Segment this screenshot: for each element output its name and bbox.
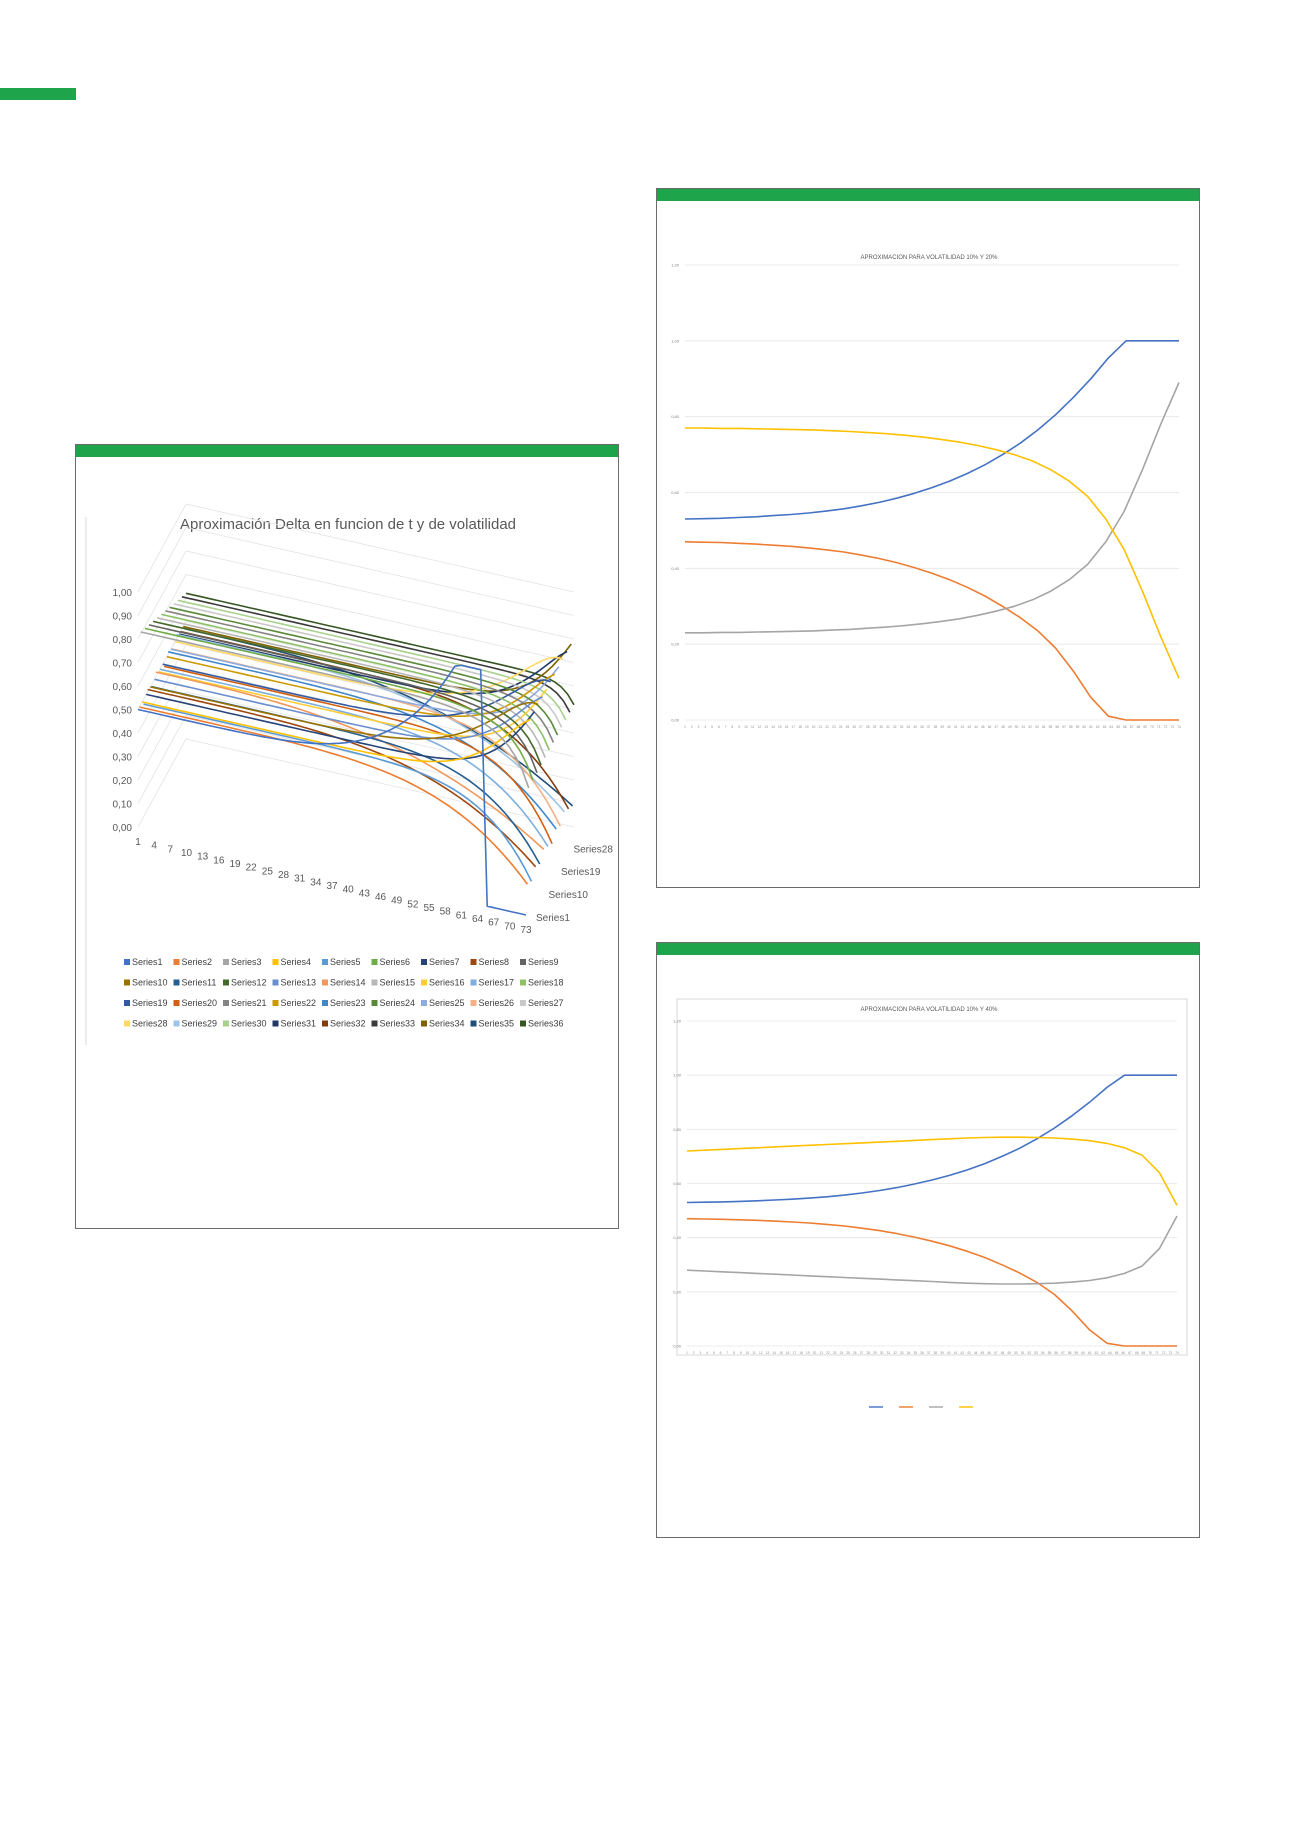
- x-tick-label: 65: [1114, 1351, 1119, 1355]
- legend-label: Series8: [478, 957, 510, 967]
- legend-label: Series33: [379, 1018, 416, 1029]
- y-tick-label: 0,80: [112, 635, 132, 646]
- y-tick-label: 0,70: [112, 658, 132, 670]
- x-tick-label: 9: [738, 725, 741, 729]
- legend-swatch: [421, 980, 427, 986]
- x-tick-label: 4: [706, 1351, 709, 1355]
- legend-label: Series3: [231, 957, 262, 967]
- legend-label: Series11: [181, 977, 217, 988]
- chart-panel-vol-10-20: [656, 188, 1200, 888]
- legend-label: Series17: [478, 977, 515, 988]
- legend-swatch: [273, 980, 279, 986]
- legend-swatch: [520, 1000, 526, 1006]
- x-tick-label: 53: [1035, 725, 1039, 729]
- legend-label: Series16: [429, 977, 465, 988]
- x-tick-label: 6: [717, 725, 720, 729]
- y-tick-label: 0,40: [673, 1235, 681, 1241]
- x-tick-label: 67: [488, 917, 500, 929]
- x-tick-label: 29: [873, 1351, 877, 1355]
- x-tick-label: 5: [711, 725, 713, 729]
- x-tick-label: 68: [1136, 725, 1141, 729]
- x-tick-label: 30: [879, 725, 884, 729]
- x-tick-label: 9: [739, 1351, 742, 1355]
- series-line-4: [687, 1137, 1177, 1205]
- y-tick-label: 0,00: [673, 1343, 681, 1349]
- y-tick-label: 0,80: [673, 1126, 681, 1132]
- x-tick-label: 10: [745, 1351, 750, 1355]
- y-tick-label: 0,60: [671, 490, 679, 495]
- x-tick-label: 46: [374, 892, 387, 903]
- x-tick-label: 57: [1062, 725, 1066, 729]
- x-tick-label: 38: [933, 1351, 938, 1355]
- x-tick-label: 26: [852, 725, 856, 729]
- legend-label: Series24: [379, 998, 416, 1008]
- x-tick-label: 17: [791, 725, 796, 729]
- x-tick-label: 73: [1170, 725, 1175, 729]
- gridline: [138, 739, 574, 827]
- legend-label: Series14: [330, 977, 366, 988]
- x-tick-label: 69: [1143, 725, 1147, 729]
- legend-swatch: [223, 1021, 229, 1027]
- x-tick-label: 48: [1001, 725, 1005, 729]
- x-tick-label: 68: [1134, 1351, 1139, 1355]
- x-tick-label: 60: [1082, 725, 1087, 729]
- legend-swatch: [421, 1021, 427, 1027]
- chart-vol-10-40-svg: [657, 943, 1201, 1539]
- x-tick-label: 25: [846, 1351, 850, 1355]
- x-tick-label: 46: [987, 1351, 991, 1355]
- x-tick-label: 22: [245, 862, 257, 874]
- x-tick-label: 13: [764, 725, 768, 729]
- x-tick-label: 12: [759, 1351, 763, 1355]
- x-tick-label: 55: [1048, 725, 1053, 729]
- x-tick-label: 22: [826, 1351, 830, 1355]
- x-tick-label: 3: [699, 1351, 702, 1355]
- x-tick-label: 63: [1101, 1351, 1105, 1355]
- x-tick-label: 56: [1054, 1351, 1058, 1355]
- y-tick-label: 0,20: [673, 1289, 681, 1295]
- y-tick-label: 0,80: [671, 414, 679, 420]
- legend-swatch: [322, 959, 328, 965]
- y-tick-label: 1,20: [673, 1018, 681, 1024]
- x-tick-label: 16: [784, 725, 789, 729]
- y-tick-label: 1,20: [671, 262, 679, 268]
- x-tick-label: 31: [886, 1351, 891, 1355]
- legend-swatch: [372, 1021, 378, 1027]
- x-tick-label: 52: [1028, 725, 1032, 729]
- depth-tick-label: Series28: [573, 844, 613, 856]
- gridline: [138, 716, 574, 804]
- x-tick-label: 42: [960, 725, 965, 729]
- x-tick-label: 59: [1074, 1351, 1079, 1355]
- chart-title: APROXIMACION PARA VOLATILIDAD 10% Y 20%: [860, 255, 998, 261]
- x-tick-label: 70: [1148, 1351, 1152, 1355]
- x-tick-label: 1: [684, 725, 686, 729]
- y-tick-label: 0,40: [112, 729, 132, 740]
- x-tick-label: 74: [1175, 1351, 1179, 1355]
- legend-swatch: [471, 980, 477, 986]
- x-tick-label: 70: [504, 921, 516, 933]
- x-tick-label: 32: [893, 1351, 897, 1355]
- x-tick-label: 10: [180, 848, 193, 859]
- x-tick-label: 58: [439, 906, 451, 918]
- x-tick-label: 5: [712, 1351, 715, 1355]
- legend-swatch: [372, 959, 378, 965]
- x-tick-label: 29: [872, 725, 877, 729]
- series-line-20: [164, 666, 552, 843]
- x-tick-label: 43: [967, 1351, 971, 1355]
- x-tick-label: 24: [838, 725, 843, 729]
- legend-label: Series15: [379, 977, 416, 988]
- chart-3d-svg: [76, 445, 620, 1230]
- x-tick-label: 51: [1021, 725, 1026, 729]
- x-tick-label: 21: [818, 725, 823, 729]
- x-tick-label: 44: [974, 725, 978, 729]
- x-tick-label: 34: [310, 877, 322, 889]
- legend-swatch: [273, 1000, 279, 1006]
- x-tick-label: 23: [832, 1351, 837, 1355]
- x-tick-label: 2: [692, 1351, 695, 1355]
- accent-bar: [0, 88, 76, 100]
- x-tick-label: 54: [1041, 725, 1046, 729]
- x-tick-label: 19: [805, 725, 809, 729]
- legend-label: Series36: [528, 1018, 564, 1029]
- x-tick-label: 27: [859, 725, 863, 729]
- y-tick-label: 0,00: [112, 823, 132, 834]
- legend-swatch: [124, 1021, 130, 1027]
- legend-swatch: [124, 959, 130, 965]
- series-line-3: [685, 383, 1179, 633]
- x-tick-label: 31: [886, 725, 890, 729]
- x-tick-label: 41: [953, 725, 958, 729]
- x-tick-label: 32: [893, 725, 897, 729]
- legend-label: Series6: [379, 957, 411, 967]
- x-tick-label: 15: [779, 1351, 783, 1355]
- x-tick-label: 50: [1014, 725, 1019, 729]
- legend-swatch: [520, 980, 526, 986]
- x-tick-label: 58: [1067, 1351, 1072, 1355]
- y-tick-label: 1,00: [671, 338, 679, 344]
- legend-swatch: [124, 1000, 130, 1006]
- x-tick-label: 4: [151, 840, 157, 852]
- x-tick-label: 36: [920, 725, 924, 729]
- x-tick-label: 16: [213, 855, 225, 867]
- x-tick-label: 10: [744, 725, 748, 729]
- y-tick-label: 1,00: [673, 1072, 681, 1078]
- legend-label: Series2: [181, 957, 213, 967]
- legend-swatch: [174, 959, 180, 965]
- x-tick-label: 20: [812, 1351, 817, 1355]
- x-tick-label: 20: [811, 725, 816, 729]
- legend-label: Series4: [280, 957, 312, 967]
- x-tick-label: 51: [1020, 1351, 1025, 1355]
- x-tick-label: 33: [899, 725, 904, 729]
- depth-tick-label: Series19: [560, 867, 601, 879]
- x-tick-label: 28: [277, 870, 290, 881]
- x-tick-label: 14: [772, 1351, 777, 1355]
- x-tick-label: 66: [1121, 1351, 1126, 1355]
- legend-label: Series29: [181, 1018, 218, 1029]
- legend-label: Series21: [231, 998, 267, 1008]
- chart-title: APROXIMACION PARA VOLATILIDAD 10% Y 40%: [860, 1007, 998, 1013]
- x-tick-label: 25: [261, 866, 273, 878]
- x-tick-label: 62: [1096, 725, 1100, 729]
- x-tick-label: 61: [1087, 1351, 1092, 1355]
- legend-label: Series13: [280, 977, 317, 988]
- legend-label: Series25: [429, 998, 465, 1008]
- x-tick-label: 45: [980, 1351, 985, 1355]
- chart-panel-3d: [75, 444, 619, 1229]
- legend-swatch: [520, 959, 526, 965]
- x-tick-label: 19: [229, 859, 241, 870]
- legend-swatch: [322, 1000, 328, 1006]
- legend-label: Series28: [132, 1018, 168, 1029]
- legend-label: Series10: [132, 977, 168, 988]
- x-tick-label: 25: [845, 725, 850, 729]
- x-tick-label: 53: [1034, 1351, 1038, 1355]
- x-tick-label: 6: [719, 1351, 722, 1355]
- x-tick-label: 34: [906, 1351, 911, 1355]
- legend-label: Series35: [478, 1018, 515, 1029]
- y-tick-label: 0,20: [671, 641, 679, 647]
- x-tick-label: 16: [785, 1351, 790, 1355]
- depth-tick-label: Series1: [536, 913, 570, 924]
- x-tick-label: 34: [906, 725, 911, 729]
- x-tick-label: 1: [686, 1351, 688, 1355]
- x-tick-label: 60: [1081, 1351, 1085, 1355]
- x-tick-label: 15: [777, 725, 782, 729]
- legend-label: Series26: [478, 998, 515, 1008]
- x-tick-label: 40: [947, 725, 951, 729]
- x-tick-label: 56: [1055, 725, 1059, 729]
- x-tick-label: 19: [806, 1351, 810, 1355]
- legend-swatch: [471, 959, 477, 965]
- legend-label: Series1: [132, 957, 163, 967]
- x-tick-label: 43: [967, 725, 971, 729]
- y-tick-label: 0,30: [112, 752, 132, 764]
- x-tick-label: 45: [980, 725, 985, 729]
- x-tick-label: 35: [913, 725, 917, 729]
- x-tick-label: 35: [913, 1351, 917, 1355]
- x-tick-label: 24: [839, 1351, 844, 1355]
- x-tick-label: 3: [697, 725, 700, 729]
- x-tick-label: 54: [1040, 1351, 1045, 1355]
- x-tick-label: 47: [993, 1351, 998, 1355]
- x-tick-label: 61: [1089, 725, 1093, 729]
- x-tick-label: 47: [994, 725, 999, 729]
- x-tick-label: 28: [865, 725, 870, 729]
- series-line-4: [685, 428, 1179, 678]
- x-tick-label: 28: [866, 1351, 871, 1355]
- x-tick-label: 40: [947, 1351, 951, 1355]
- x-tick-label: 62: [1094, 1351, 1099, 1355]
- x-tick-label: 13: [765, 1351, 770, 1355]
- x-tick-label: 7: [167, 844, 174, 856]
- legend-swatch: [174, 1000, 180, 1006]
- legend-swatch: [124, 980, 130, 986]
- legend-label: Series27: [528, 998, 564, 1008]
- legend-swatch: [471, 1021, 477, 1027]
- x-tick-label: 73: [520, 925, 532, 936]
- x-tick-label: 14: [771, 725, 775, 729]
- x-tick-label: 27: [859, 1351, 864, 1355]
- x-tick-label: 42: [960, 1351, 964, 1355]
- legend-swatch: [223, 980, 229, 986]
- x-tick-label: 72: [1163, 725, 1168, 729]
- chart-panel-vol-10-40: [656, 942, 1200, 1538]
- legend-swatch: [372, 1000, 378, 1006]
- x-tick-label: 7: [726, 1351, 729, 1355]
- y-tick-label: 1,00: [112, 588, 132, 599]
- y-tick-label: 0,00: [671, 717, 679, 723]
- x-tick-label: 44: [973, 1351, 978, 1355]
- x-tick-label: 40: [342, 884, 354, 896]
- series-line-3: [687, 1216, 1177, 1284]
- x-tick-label: 71: [1156, 725, 1161, 729]
- x-tick-label: 71: [1155, 1351, 1159, 1355]
- chart-area-border: [677, 999, 1187, 1355]
- x-tick-label: 37: [926, 1351, 931, 1355]
- chart-title: Aproximación Delta en funcion de t y de volatilidad: [179, 516, 517, 533]
- y-tick-label: 0,20: [112, 776, 132, 787]
- x-tick-label: 70: [1150, 725, 1154, 729]
- x-tick-label: 8: [731, 725, 734, 729]
- legend-label: Series5: [330, 957, 361, 967]
- x-tick-label: 18: [798, 725, 802, 729]
- x-tick-label: 30: [879, 1351, 884, 1355]
- x-tick-label: 22: [825, 725, 829, 729]
- legend-label: Series23: [330, 998, 366, 1008]
- x-tick-label: 39: [940, 1351, 944, 1355]
- legend-swatch: [273, 1021, 279, 1027]
- x-tick-label: 73: [1168, 1351, 1173, 1355]
- x-tick-label: 55: [1047, 1351, 1052, 1355]
- x-tick-label: 61: [455, 910, 467, 922]
- x-tick-label: 43: [358, 888, 370, 900]
- x-tick-label: 74: [1177, 725, 1181, 729]
- legend-swatch: [174, 1021, 180, 1027]
- legend-swatch: [421, 959, 427, 965]
- legend-label: Series32: [330, 1018, 366, 1029]
- legend-label: Series31: [280, 1018, 317, 1029]
- x-tick-label: 69: [1141, 1351, 1146, 1355]
- x-tick-label: 49: [1007, 1351, 1011, 1355]
- x-tick-label: 67: [1129, 725, 1134, 729]
- x-tick-label: 67: [1128, 1351, 1132, 1355]
- y-tick-label: 0,60: [673, 1181, 681, 1186]
- x-tick-label: 8: [733, 1351, 735, 1355]
- x-tick-label: 37: [926, 725, 931, 729]
- depth-tick-label: Series10: [548, 890, 588, 902]
- y-tick-label: 0,40: [671, 565, 679, 571]
- legend-label: Series12: [231, 977, 267, 988]
- x-tick-label: 64: [471, 914, 484, 925]
- y-tick-label: 0,90: [112, 611, 132, 623]
- legend-label: Series30: [231, 1018, 267, 1029]
- legend-swatch: [520, 1021, 526, 1027]
- legend-label: Series20: [181, 998, 218, 1008]
- chart-vol-10-20-svg: [657, 189, 1201, 889]
- x-tick-label: 55: [423, 903, 435, 914]
- legend-label: Series18: [528, 977, 564, 988]
- legend-label: Series9: [528, 957, 559, 967]
- y-tick-label: 0,10: [112, 799, 132, 811]
- x-tick-label: 50: [1014, 1351, 1018, 1355]
- legend-swatch: [223, 1000, 229, 1006]
- x-tick-label: 52: [407, 899, 419, 911]
- legend-swatch: [322, 980, 328, 986]
- x-tick-label: 49: [1008, 725, 1012, 729]
- x-tick-label: 17: [792, 1351, 797, 1355]
- x-tick-label: 21: [819, 1351, 824, 1355]
- x-tick-label: 13: [197, 851, 209, 863]
- legend-label: Series34: [429, 1018, 465, 1029]
- x-tick-label: 65: [1116, 725, 1120, 729]
- x-tick-label: 39: [940, 725, 944, 729]
- x-tick-label: 2: [690, 725, 693, 729]
- x-tick-label: 38: [933, 725, 938, 729]
- x-tick-label: 23: [832, 725, 836, 729]
- x-tick-label: 49: [391, 895, 403, 907]
- legend-swatch: [322, 1021, 328, 1027]
- y-tick-label: 0,60: [112, 682, 132, 693]
- legend-label: Series19: [132, 998, 168, 1008]
- x-tick-label: 63: [1102, 725, 1107, 729]
- x-tick-label: 11: [752, 1351, 756, 1355]
- x-tick-label: 57: [1061, 1351, 1065, 1355]
- x-tick-label: 37: [326, 881, 338, 892]
- x-tick-label: 66: [1123, 725, 1127, 729]
- x-tick-label: 7: [724, 725, 727, 729]
- legend-swatch: [421, 1000, 427, 1006]
- x-tick-label: 64: [1108, 1351, 1112, 1355]
- x-tick-label: 18: [799, 1351, 803, 1355]
- x-tick-label: 58: [1068, 725, 1073, 729]
- x-tick-label: 46: [987, 725, 992, 729]
- x-tick-label: 4: [704, 725, 707, 729]
- legend-label: Series7: [429, 957, 460, 967]
- x-tick-label: 59: [1075, 725, 1080, 729]
- x-tick-label: 26: [853, 1351, 857, 1355]
- legend-label: Series22: [280, 998, 317, 1008]
- x-tick-label: 41: [953, 1351, 958, 1355]
- x-tick-label: 1: [135, 837, 141, 848]
- x-tick-label: 48: [1000, 1351, 1005, 1355]
- x-tick-label: 64: [1109, 725, 1114, 729]
- legend-swatch: [372, 980, 378, 986]
- x-tick-label: 36: [920, 1351, 924, 1355]
- x-tick-label: 11: [751, 725, 755, 729]
- x-tick-label: 33: [900, 1351, 904, 1355]
- legend-swatch: [223, 959, 229, 965]
- x-tick-label: 31: [294, 873, 306, 885]
- x-tick-label: 12: [757, 725, 762, 729]
- legend-swatch: [273, 959, 279, 965]
- legend-swatch: [471, 1000, 477, 1006]
- legend-swatch: [174, 980, 180, 986]
- y-tick-label: 0,50: [112, 705, 132, 717]
- x-tick-label: 72: [1161, 1351, 1166, 1355]
- x-tick-label: 52: [1027, 1351, 1032, 1355]
